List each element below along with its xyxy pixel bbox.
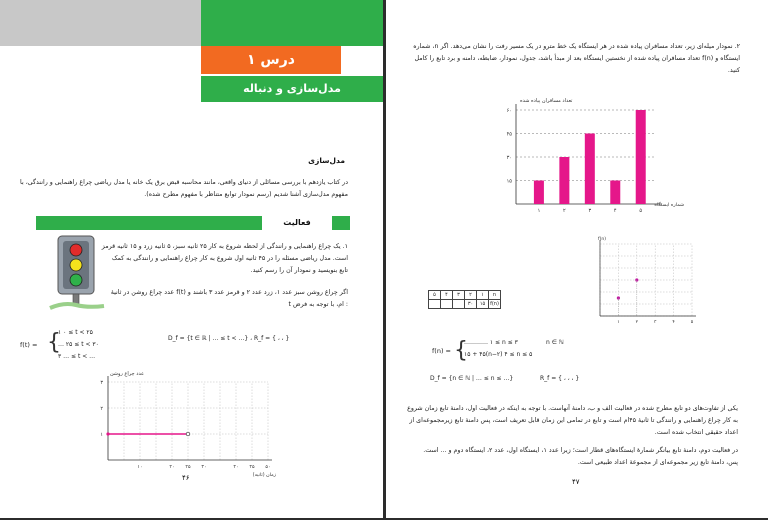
values-table	[428, 290, 501, 309]
bar	[585, 134, 595, 205]
page-number-left: ۴۶	[182, 474, 190, 482]
bar-y-tick-label: ۶۰	[506, 108, 512, 114]
case-1: ۱ ۰ ≤ t < ۲۵	[58, 329, 93, 336]
scatter-x-tick-label: ۳	[653, 320, 657, 325]
right-page	[386, 0, 768, 518]
intro-line-2: مفهوم مدل‌سازی آشنا شدیم (رسم نمودار توابع متناظر با مفهوم مطرح شده).	[144, 191, 348, 198]
body-line-1: یکی از تفاوت‌های دو تابع مطرح شده در فعالیت الف و ب، دامنهٔ آنهاست. با توجه به اینکه در فعالیت اول، دامنهٔ تابع زمان شروع	[407, 405, 738, 412]
formula-brace: {	[454, 338, 468, 363]
table-cell	[441, 300, 453, 309]
bar	[636, 110, 646, 204]
graph-x-tick-label: ۴۵	[249, 465, 255, 470]
graph-x-tick-label: ۴۰	[233, 465, 239, 470]
activity-line-2: است. مدل ریاضی مسئله را در ۴۵ ثانیه اول شروع به کار چراغ راهنمایی و رانندگی به کمک	[111, 255, 348, 262]
graph-x-tick-label: ۲۰	[169, 465, 175, 470]
table-cell	[453, 300, 465, 309]
bar-y-tick-label: ۱۵	[506, 178, 512, 185]
table-cell: ۲	[465, 291, 477, 300]
graph-x-axis-label: زمان (ثانیه)	[252, 473, 276, 478]
graph-open-point	[186, 432, 190, 436]
range-line: R_f = { ، ، ، }	[540, 375, 580, 382]
case-3: ۳ … ≤ t < …	[58, 353, 96, 360]
scatter-x-tick-label: ۴	[672, 320, 675, 325]
formula-case-2: ۱۵ + ۴۵(n−۲) ۴ ≤ n ≤ ۵	[464, 351, 533, 358]
piecewise-brace: {	[47, 330, 61, 355]
traffic-light-graph	[80, 368, 280, 480]
table-cell: f(n)	[490, 301, 499, 307]
graph-y-tick-label: ۱	[100, 432, 103, 438]
table-cell: ۱	[477, 291, 489, 300]
passengers-scatter-plot	[588, 232, 700, 324]
table-cell: ۵	[429, 291, 441, 300]
graph-x-tick-label: ۲۵	[185, 465, 191, 470]
formula-note: n ∈ ℕ	[546, 339, 564, 346]
table-cell: ۴	[441, 291, 453, 300]
bar-y-tick-label: ۳۰	[506, 155, 512, 161]
function-label: f(t) =	[20, 341, 38, 349]
passengers-bar-chart	[486, 94, 686, 224]
left-page	[0, 0, 383, 518]
intro-line-1: در کتاب یازدهم با بررسی مسائلی از دنیای واقعی، مانند محاسبه قبض برق یک خانه یا مدل ریاضی چراغ راهنمایی و رانندگی، با	[20, 179, 348, 186]
graph-y-axis-label: عدد چراغ روشن	[110, 371, 145, 377]
bar	[559, 157, 569, 204]
lesson-subtitle: مدل‌سازی و دنباله	[201, 76, 383, 102]
body-line-5: پس، دامنهٔ تابع زیر مجموعه‌ای از مجموعهٔ اعداد طبیعی است.	[577, 459, 738, 466]
scatter-x-tick-label: ۱	[617, 320, 620, 325]
graph-x-tick-label: ۵۰	[265, 465, 271, 470]
table-cell	[429, 300, 441, 309]
bar-x-tick-label: ۵	[639, 208, 643, 214]
traffic-light-illustration	[44, 232, 108, 312]
scatter-x-tick-label: ۲	[635, 320, 639, 325]
bar-x-tick-label: ۱	[537, 208, 541, 214]
table-cell: ۳۰	[465, 300, 477, 309]
question-line-3: کنید.	[727, 67, 740, 74]
domain-range-line: D_f = {t ∈ ℝ | … ≤ t < …} ، R_f = { ، ، }	[168, 335, 290, 342]
graph-closed-point	[106, 432, 109, 435]
graph-y-tick-label: ۳	[100, 380, 103, 386]
scatter-x-tick-label: ۵	[690, 320, 694, 325]
formula-lhs: f(n) =	[432, 347, 451, 355]
graph-x-tick-label: ۳۰	[201, 465, 207, 470]
activity-label: فعالیت	[262, 214, 332, 232]
question-line-2: ایستگاه و f(n) تعداد مسافران پیاده شده از نخستین ایستگاه بعد از مبدأ باشد، جدول، نمودار، ضابطه، دامنه و برد تابع را کامل	[414, 55, 740, 62]
activity-line-3: تابع بنویسید و نمودار آن را رسم کنید.	[250, 267, 348, 274]
body-line-3: اعداد حقیقی انتخاب شده است.	[654, 429, 738, 436]
question-line-1: ۲. نمودار میله‌ای زیر، تعداد مسافران پیاده شده در هر ایستگاه یک خط مترو در یک مسیر رفت را نشان می‌دهد. اگر n، شماره	[413, 43, 740, 50]
activity-line-5: t ام، با توجه به فرض :	[288, 301, 348, 308]
graph-x-tick-label: ۱۰	[137, 465, 143, 470]
body-line-2: به کار چراغ راهنمایی و رانندگی تا ثانیهٔ ۴۵ام است و تابع در تمامی این زمان قابل تعریف است، پس دامنهٔ تابع زیرمجموعه‌ای از	[409, 417, 738, 424]
section-heading: مدل‌سازی	[308, 156, 345, 165]
bar	[534, 181, 544, 205]
activity-line-4: اگر چراغ روشن سبز عدد ۱، زرد عدد ۲ و قرمز عدد ۳ باشند و f(t) عدد چراغ روشن در ثانیهٔ	[110, 289, 348, 296]
table-row-fn	[429, 300, 501, 309]
table-row-n	[429, 291, 501, 300]
bar	[610, 181, 620, 205]
table-cell: ۳	[453, 291, 465, 300]
bar-x-tick-label: ۲	[563, 208, 566, 214]
bar-x-axis-label: شماره ایستگاه	[654, 203, 684, 208]
bar-y-axis-label: تعداد مسافران پیاده شده	[520, 98, 573, 104]
bar-x-tick-label: ۴	[613, 208, 617, 214]
body-line-4: در فعالیت دوم، دامنهٔ تابع بیانگر شمارهٔ ایستگاه‌های قطار است؛ زیرا عدد ۱، ایستگاه اول، عدد ۲، ایستگاه دوم و ... است.	[423, 447, 738, 454]
page-number-right: ۴۷	[572, 478, 580, 486]
graph-y-tick-label: ۲	[100, 406, 103, 412]
scatter-y-axis-label: f(n)	[598, 237, 606, 242]
header-green-block	[201, 0, 383, 46]
case-2: … ۲۵ ≤ t < ۳۰	[58, 341, 99, 348]
table-cell: n	[489, 291, 501, 300]
table-cell: ۱۵	[477, 300, 489, 309]
bar-y-tick-label: ۴۵	[506, 131, 512, 138]
formula-case-1: ………… ۱ ≤ n ≤ ۳	[464, 339, 518, 346]
lesson-title: درس ۱	[201, 46, 341, 74]
bar-x-tick-label: ۳	[588, 208, 592, 214]
domain-line: D_f = {n ∈ ℕ | … ≤ n ≤ …}	[430, 375, 514, 382]
activity-line-1: ۱. یک چراغ راهنمایی و رانندگی از لحظه شروع به کار ۲۵ ثانیه سبز، ۵ ثانیه زرد و ۱۵ ثانیه قرمز	[101, 243, 348, 250]
